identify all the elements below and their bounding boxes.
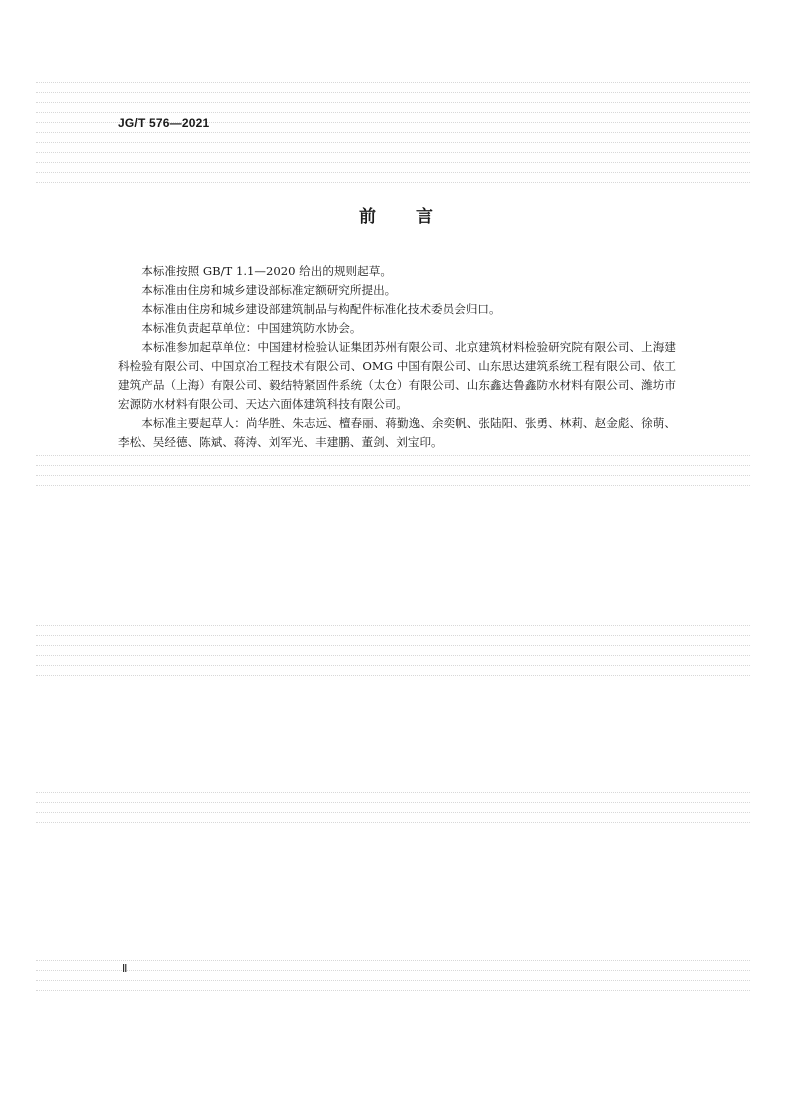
scan-lines-top bbox=[36, 82, 750, 192]
page-number: Ⅱ bbox=[122, 963, 128, 975]
paragraph-participating-drafters: 本标准参加起草单位：中国建材检验认证集团苏州有限公司、北京建筑材料检验研究院有限公司、上海建科检验有限公司、中国京冶工程技术有限公司、OMG 中国有限公司、山东思达建筑系统工程有限公司、依工建筑产品（上海）有限公司、毅结特紧固件系统（太仓）有限公司、山东鑫达鲁鑫防水材料有限公司、潍坊市宏源防水材料有限公司、天达六面体建筑科技有限公司。 bbox=[118, 340, 676, 411]
paragraph-lead-drafter: 本标准负责起草单位：中国建筑防水协会。 bbox=[141, 321, 362, 335]
scan-lines-lower bbox=[36, 625, 750, 685]
scan-lines-footer bbox=[36, 960, 750, 1000]
title-char-1: 前 bbox=[359, 207, 376, 227]
paragraph-drafting-rules: 本标准按照 GB/T 1.1—2020 给出的规则起草。 bbox=[141, 264, 392, 278]
paragraph-proposer: 本标准由住房和城乡建设部标准定额研究所提出。 bbox=[141, 283, 397, 297]
scan-lines-bottom bbox=[36, 792, 750, 832]
paragraph-main-drafters: 本标准主要起草人：尚华胜、朱志远、檀春丽、蒋勤逸、余奕帆、张陆阳、张勇、林莉、赵金彪、徐萌、李松、吴经德、陈斌、蒋涛、刘军光、丰建鹏、董剑、刘宝印。 bbox=[118, 416, 676, 449]
title-char-2: 言 bbox=[416, 207, 433, 227]
foreword-body bbox=[118, 262, 676, 452]
page-title bbox=[0, 202, 792, 227]
standard-code bbox=[118, 116, 209, 130]
scan-lines-middle bbox=[36, 455, 750, 495]
paragraph-administrator: 本标准由住房和城乡建设部建筑制品与构配件标准化技术委员会归口。 bbox=[141, 302, 501, 316]
standard-code-text: JG/T 576—2021 bbox=[118, 116, 210, 130]
